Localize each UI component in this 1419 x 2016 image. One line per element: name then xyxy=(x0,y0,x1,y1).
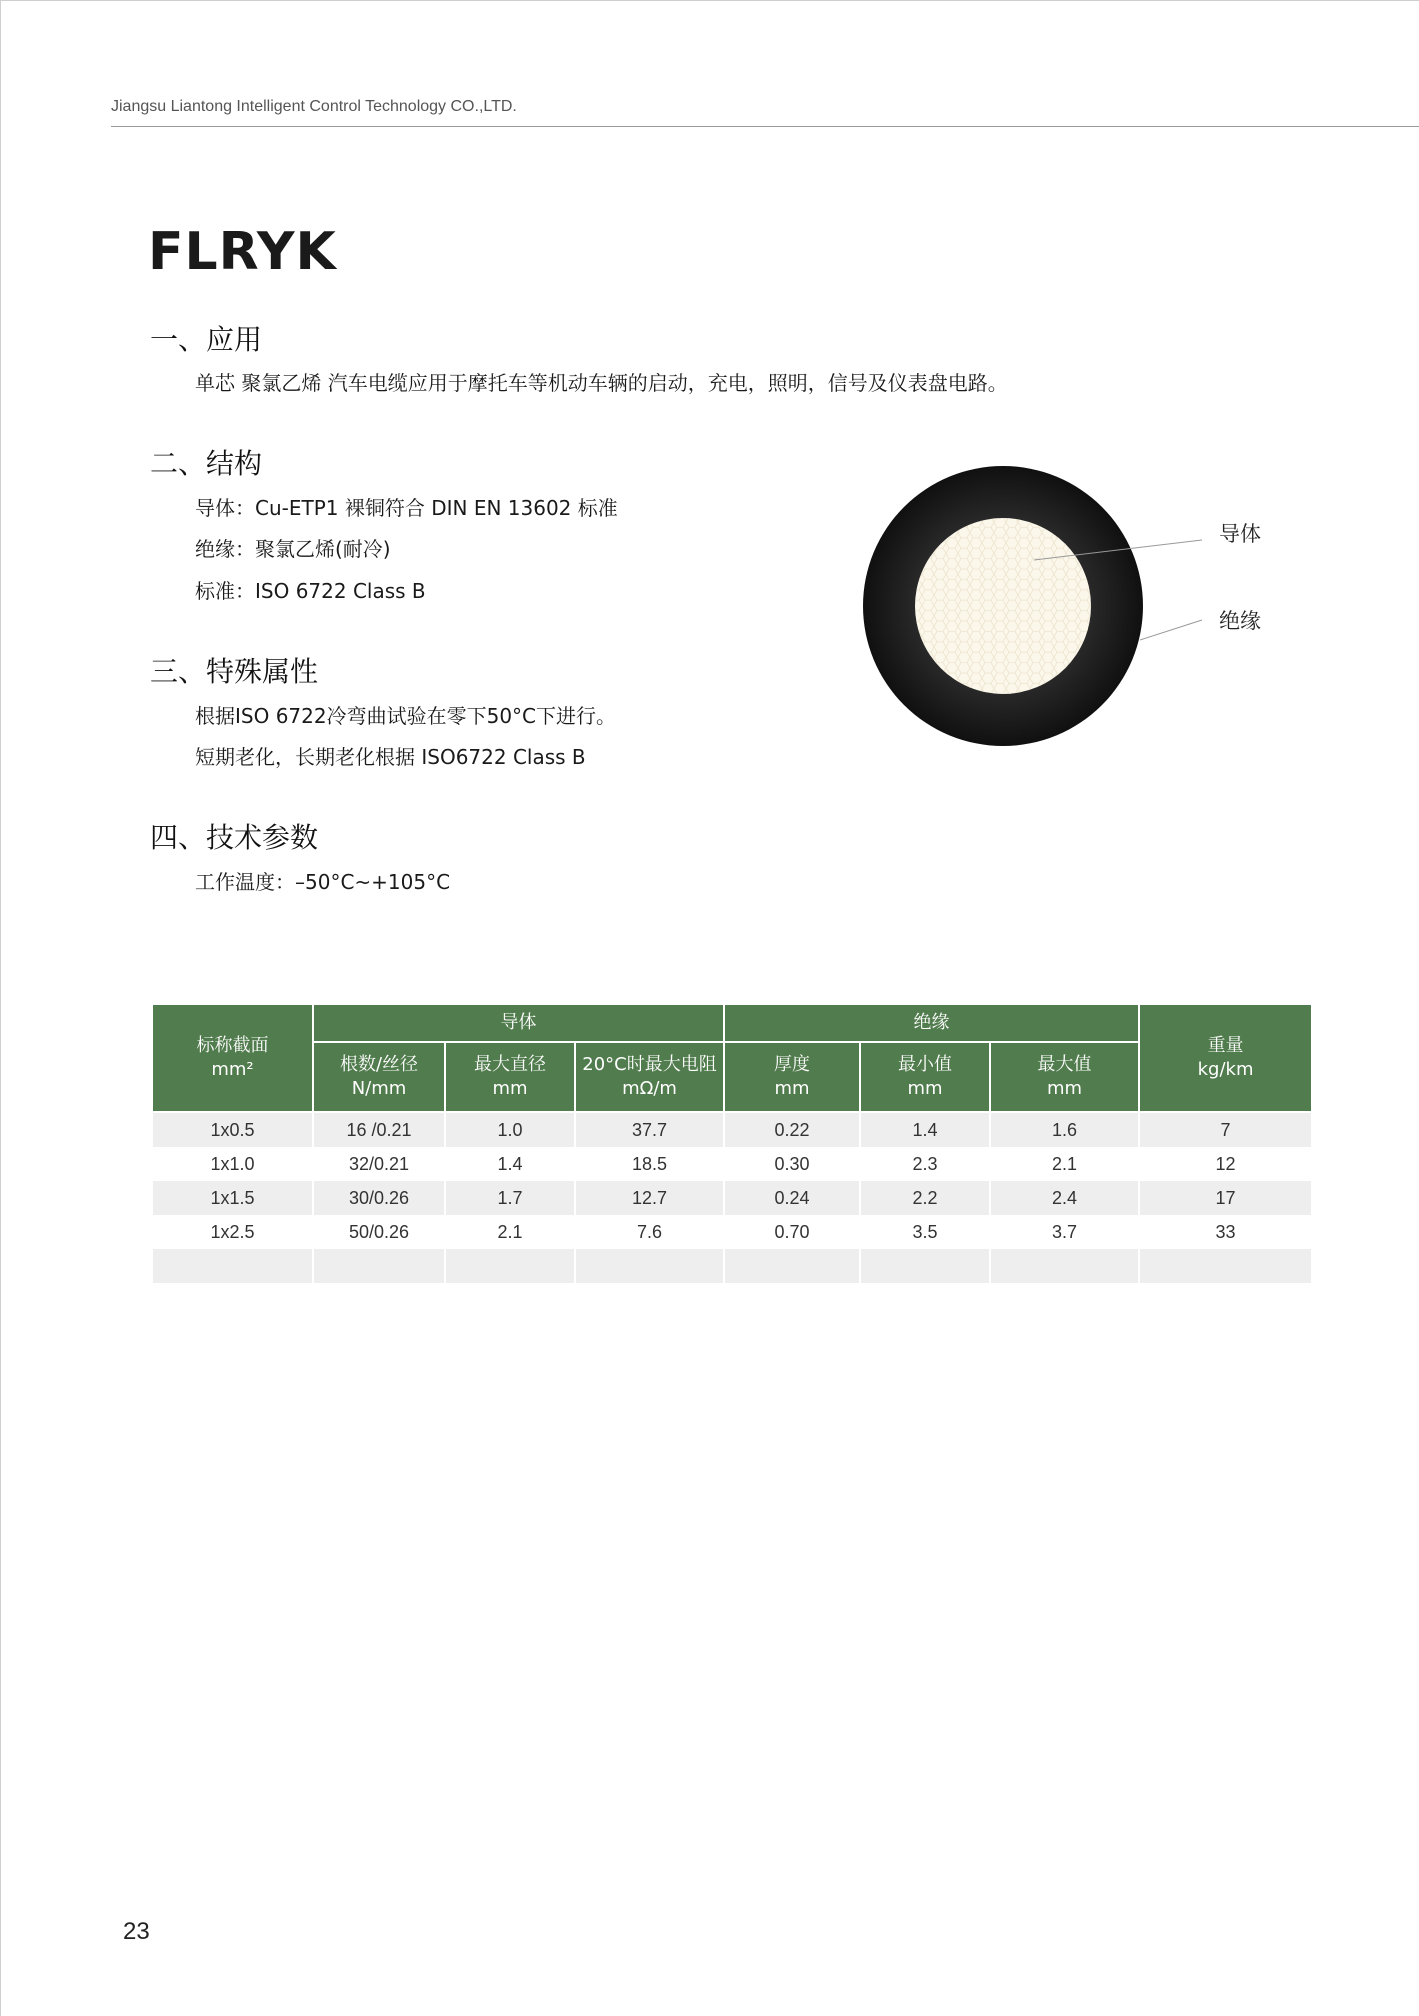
table-cell: 33 xyxy=(1139,1215,1312,1249)
table-cell: 0.30 xyxy=(724,1147,860,1181)
table-cell xyxy=(152,1249,313,1283)
table-cell: 12 xyxy=(1139,1147,1312,1181)
table-row xyxy=(152,1112,1312,1147)
figure-label-conductor: 导体 xyxy=(1219,522,1261,546)
header-cross-section: 标称截面 mm² xyxy=(152,1004,313,1112)
page-title: FLRYK xyxy=(148,222,337,282)
page-border xyxy=(0,0,1419,1)
figure-label-insulation: 绝缘 xyxy=(1219,609,1261,633)
table-cell: 0.24 xyxy=(724,1181,860,1215)
table-cell xyxy=(313,1249,445,1283)
table-cell: 1x0.5 xyxy=(152,1112,313,1147)
page-number: 23 xyxy=(123,1918,150,1945)
table-cell: 1.0 xyxy=(445,1112,575,1147)
table-cell: 2.2 xyxy=(860,1181,990,1215)
header-max-value: 最大值 mm xyxy=(990,1042,1139,1112)
table-cell: 12.7 xyxy=(575,1181,724,1215)
table-cell: 1x1.5 xyxy=(152,1181,313,1215)
header-min-value: 最小值 mm xyxy=(860,1042,990,1112)
section-heading-application: 一、应用 xyxy=(150,323,263,356)
table-cell: 2.4 xyxy=(990,1181,1139,1215)
structure-line: 导体：Cu-ETP1 裸铜符合 DIN EN 13602 标准 xyxy=(195,496,618,520)
section-heading-special: 三、特殊属性 xyxy=(150,655,319,688)
structure-line: 绝缘：聚氯乙烯(耐冷) xyxy=(195,537,391,561)
special-line: 短期老化，长期老化根据 ISO6722 Class B xyxy=(195,745,586,769)
table-cell: 50/0.26 xyxy=(313,1215,445,1249)
table-cell: 2.3 xyxy=(860,1147,990,1181)
table-cell: 1.4 xyxy=(445,1147,575,1181)
spec-table xyxy=(151,1003,1313,1283)
table-cell: 3.7 xyxy=(990,1215,1139,1249)
table-cell: 3.5 xyxy=(860,1215,990,1249)
table-cell xyxy=(860,1249,990,1283)
technical-line: 工作温度：–50°C~+105°C xyxy=(195,870,451,894)
table-cell: 7 xyxy=(1139,1112,1312,1147)
header-divider xyxy=(111,126,1419,127)
table-cell xyxy=(724,1249,860,1283)
table-cell: 16 /0.21 xyxy=(313,1112,445,1147)
section-heading-technical: 四、技术参数 xyxy=(150,821,319,854)
header-weight: 重量 kg/km xyxy=(1139,1004,1312,1112)
table-cell: 30/0.26 xyxy=(313,1181,445,1215)
structure-line: 标准：ISO 6722 Class B xyxy=(195,579,426,603)
table-cell xyxy=(1139,1249,1312,1283)
table-row xyxy=(152,1181,1312,1215)
table-cell: 2.1 xyxy=(445,1215,575,1249)
table-cell: 2.1 xyxy=(990,1147,1139,1181)
page-border xyxy=(0,0,1,2016)
section-heading-structure: 二、结构 xyxy=(150,447,263,480)
table-cell: 32/0.21 xyxy=(313,1147,445,1181)
header-company: Jiangsu Liantong Intelligent Control Technology CO.,LTD. xyxy=(111,98,517,115)
table-cell: 1x2.5 xyxy=(152,1215,313,1249)
table-cell: 1.6 xyxy=(990,1112,1139,1147)
table-cell: 0.70 xyxy=(724,1215,860,1249)
figure-leader-lines xyxy=(1030,535,1220,645)
table-row xyxy=(152,1147,1312,1181)
special-line: 根据ISO 6722冷弯曲试验在零下50°C下进行。 xyxy=(195,704,617,728)
table-cell: 1.7 xyxy=(445,1181,575,1215)
table-cell xyxy=(445,1249,575,1283)
table-cell: 1x1.0 xyxy=(152,1147,313,1181)
table-cell: 18.5 xyxy=(575,1147,724,1181)
table-cell xyxy=(990,1249,1139,1283)
table-cell xyxy=(575,1249,724,1283)
table-cell: 7.6 xyxy=(575,1215,724,1249)
table-cell: 17 xyxy=(1139,1181,1312,1215)
table-cell: 37.7 xyxy=(575,1112,724,1147)
header-group-conductor: 导体 xyxy=(313,1004,724,1042)
table-cell: 0.22 xyxy=(724,1112,860,1147)
header-max-diameter: 最大直径 mm xyxy=(445,1042,575,1112)
header-group-insulation: 绝缘 xyxy=(724,1004,1139,1042)
header-max-resistance: 20°C时最大电阻 mΩ/m xyxy=(575,1042,724,1112)
header-thickness: 厚度 mm xyxy=(724,1042,860,1112)
table-row xyxy=(152,1215,1312,1249)
table-row xyxy=(152,1249,1312,1283)
application-text: 单芯 聚氯乙烯 汽车电缆应用于摩托车等机动车辆的启动，充电，照明，信号及仪表盘电路。 xyxy=(195,371,1008,395)
header-strands: 根数/丝径 N/mm xyxy=(313,1042,445,1112)
table-cell: 1.4 xyxy=(860,1112,990,1147)
